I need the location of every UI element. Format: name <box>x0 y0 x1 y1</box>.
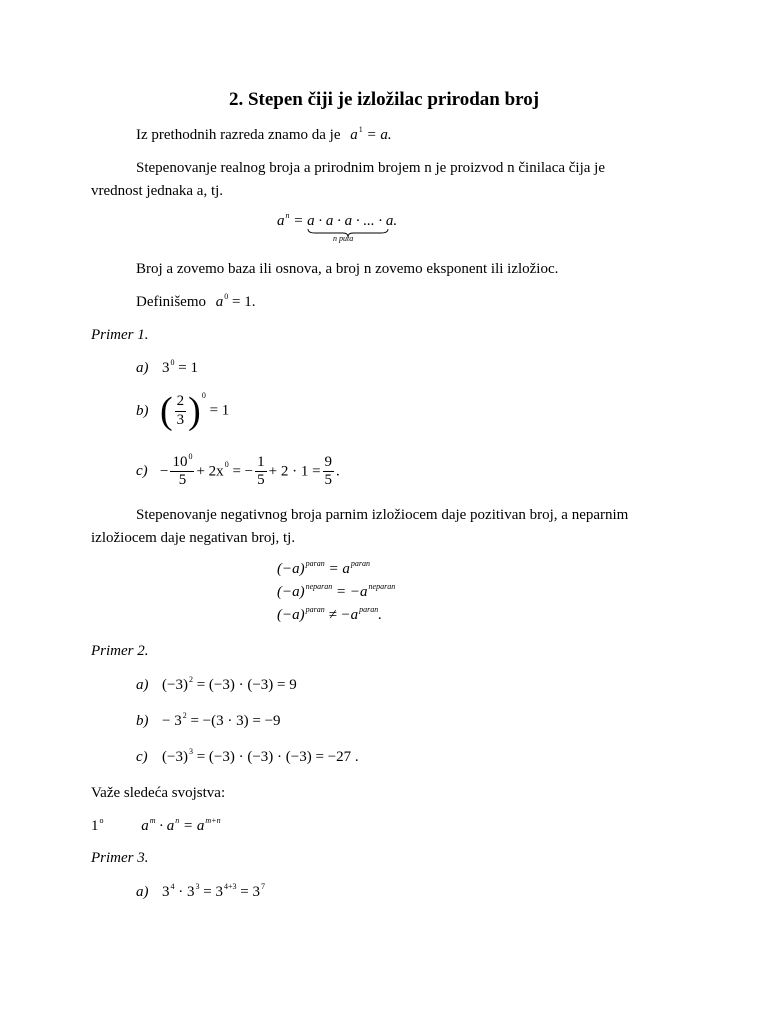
primer1-b-label: b) <box>136 402 149 419</box>
rule-3-op: ≠ −a <box>328 607 359 623</box>
primer1-a-rest: = 1 <box>178 360 198 376</box>
primer2-c-label: c) <box>136 749 148 765</box>
rule-1-lhs-exp: paran <box>305 559 325 568</box>
primer1-b-rest: = 1 <box>209 402 230 419</box>
paren-right-icon: ) <box>188 390 201 432</box>
primer1-a-base: 3 <box>162 360 170 376</box>
primer2-c-exp: 3 <box>188 747 193 756</box>
rule-2-rhs-exp: neparan <box>368 582 396 591</box>
rule-3-lhs: (−a) <box>277 607 305 623</box>
rule-3-end: . <box>378 607 382 623</box>
primer3-label: Primer 3. <box>91 850 149 866</box>
paren-left-icon: ( <box>160 390 173 432</box>
primer3-a-b1: 3 <box>162 884 170 900</box>
property-1-degree: o <box>99 816 104 825</box>
paragraph-definition-line1: Stepenovanje realnog broja a prirodnim brojem n je proizvod n činilaca čija je <box>136 160 605 176</box>
primer1-c-label: c) <box>136 463 148 480</box>
zero-exp-rest: = 1. <box>231 294 256 310</box>
primer3-a-e1: 4 <box>170 882 175 891</box>
rule-row-1 <box>277 559 370 577</box>
primer1-c-frac1-den: 5 <box>178 472 187 489</box>
primer2-b-exp: 2 <box>182 711 187 720</box>
primer2-a-exp: 2 <box>188 675 193 684</box>
intro-base: a <box>350 127 358 143</box>
primer1-c-frac2-den: 5 <box>257 472 265 489</box>
primer2-b-pre: − 3 <box>162 713 182 729</box>
primer2-a-rest: = (−3) · (−3) = 9 <box>196 677 297 693</box>
rule-row-3 <box>277 605 382 623</box>
intro-exp: 1 <box>358 125 363 134</box>
primer1-b-num: 2 <box>175 393 187 411</box>
paragraph-properties: Važe sledeća svojstva: <box>91 785 226 801</box>
rule-2-op: = −a <box>336 584 368 600</box>
primer2-label: Primer 2. <box>91 643 149 659</box>
primer3-a-e4: 7 <box>260 882 265 891</box>
primer1-c-frac1-num: 10 <box>172 454 188 470</box>
paragraph-zero-exponent <box>136 292 256 310</box>
primer1-b <box>136 392 229 430</box>
paragraph-definition-line2: vrednost jednaka a, tj. <box>91 183 224 199</box>
primer2-c-pre: (−3) <box>162 749 188 765</box>
property-1-num: 1 <box>91 818 99 834</box>
paragraph-intro <box>136 125 392 143</box>
primer1-c-mid1: + 2x <box>196 463 224 480</box>
property-1-e3: m+n <box>205 816 221 825</box>
primer2-b <box>136 711 281 729</box>
paragraph-negative-line1: Stepenovanje negativnog broja parnim izložiocem daje pozitivan broj, a neparnim <box>136 507 629 523</box>
property-1-e1: m <box>149 816 156 825</box>
primer2-b-rest: = −(3 · 3) = −9 <box>190 713 281 729</box>
primer1-b-den: 3 <box>176 411 185 428</box>
intro-rest: = a. <box>366 127 392 143</box>
underbrace-label: n puta <box>333 234 354 243</box>
rule-2-lhs-exp: neparan <box>305 582 333 591</box>
rule-3-rhs-exp: paran <box>359 605 379 614</box>
primer3-a-b3: = 3 <box>203 884 223 900</box>
rule-2-lhs: (−a) <box>277 584 305 600</box>
zero-exp-base: a <box>215 294 224 310</box>
property-1-a1: a <box>141 818 149 834</box>
primer1-c-end: . <box>336 463 340 480</box>
primer1-c <box>136 454 340 490</box>
primer3-a-e3: 4+3 <box>223 882 237 891</box>
primer1-c-frac3-num: 9 <box>323 454 335 472</box>
primer2-c <box>136 747 359 765</box>
property-1 <box>91 816 221 834</box>
primer3-a <box>136 882 265 900</box>
primer3-a-label: a) <box>136 884 149 900</box>
primer1-c-frac3-den: 5 <box>324 472 333 489</box>
primer3-a-e2: 3 <box>195 882 200 891</box>
page-title: 2. Stepen čiji je izložilac prirodan broj <box>228 89 540 110</box>
rule-1-rhs-exp: paran <box>350 559 370 568</box>
rule-3-lhs-exp: paran <box>305 605 325 614</box>
property-1-mid: · a <box>159 818 175 834</box>
rule-row-2 <box>277 582 396 600</box>
paragraph-negative-line2: izložiocem daje negativan broj, tj. <box>91 530 296 546</box>
primer2-a-label: a) <box>136 677 149 693</box>
primer3-a-b4: = 3 <box>240 884 260 900</box>
intro-text: Iz prethodnih razreda znamo da je <box>136 127 341 143</box>
primer1-a-exp: 0 <box>170 358 175 367</box>
primer1-a <box>136 358 198 376</box>
formula-lhs: a <box>277 213 285 229</box>
primer1-c-minus: − <box>160 463 169 480</box>
primer1-a-label: a) <box>136 360 149 376</box>
primer2-a <box>136 675 297 693</box>
formula-lhs-exp: n <box>285 211 290 220</box>
property-1-eq: = a <box>183 818 205 834</box>
primer1-c-mid2: = − <box>232 463 254 480</box>
formula-end: . <box>393 213 398 229</box>
primer2-b-label: b) <box>136 713 149 729</box>
paragraph-base-exponent: Broj a zovemo baza ili osnova, a broj n zovemo eksponent ili izložioc. <box>136 261 559 277</box>
primer1-c-frac2-num: 1 <box>255 454 267 472</box>
primer2-c-rest: = (−3) · (−3) · (−3) = −27 . <box>196 749 359 765</box>
primer1-c-mid1-exp: 0 <box>224 459 229 469</box>
primer1-label: Primer 1. <box>91 327 149 343</box>
zero-exp-exp: 0 <box>224 292 229 301</box>
primer1-c-mid3: + 2 · 1 = <box>268 463 321 480</box>
primer1-c-frac1-num-exp: 0 <box>188 452 193 461</box>
primer1-b-exp: 0 <box>201 391 206 400</box>
primer3-a-b2: · 3 <box>178 884 195 900</box>
rule-1-lhs: (−a) <box>277 561 305 577</box>
rule-1-op: = a <box>328 561 350 577</box>
primer2-a-pre: (−3) <box>162 677 188 693</box>
formula-rhs: = a · a · a · ... · a <box>293 213 394 229</box>
zero-exp-text: Definišemo <box>136 294 206 310</box>
definition-formula <box>277 211 398 229</box>
property-1-e2: n <box>175 816 180 825</box>
